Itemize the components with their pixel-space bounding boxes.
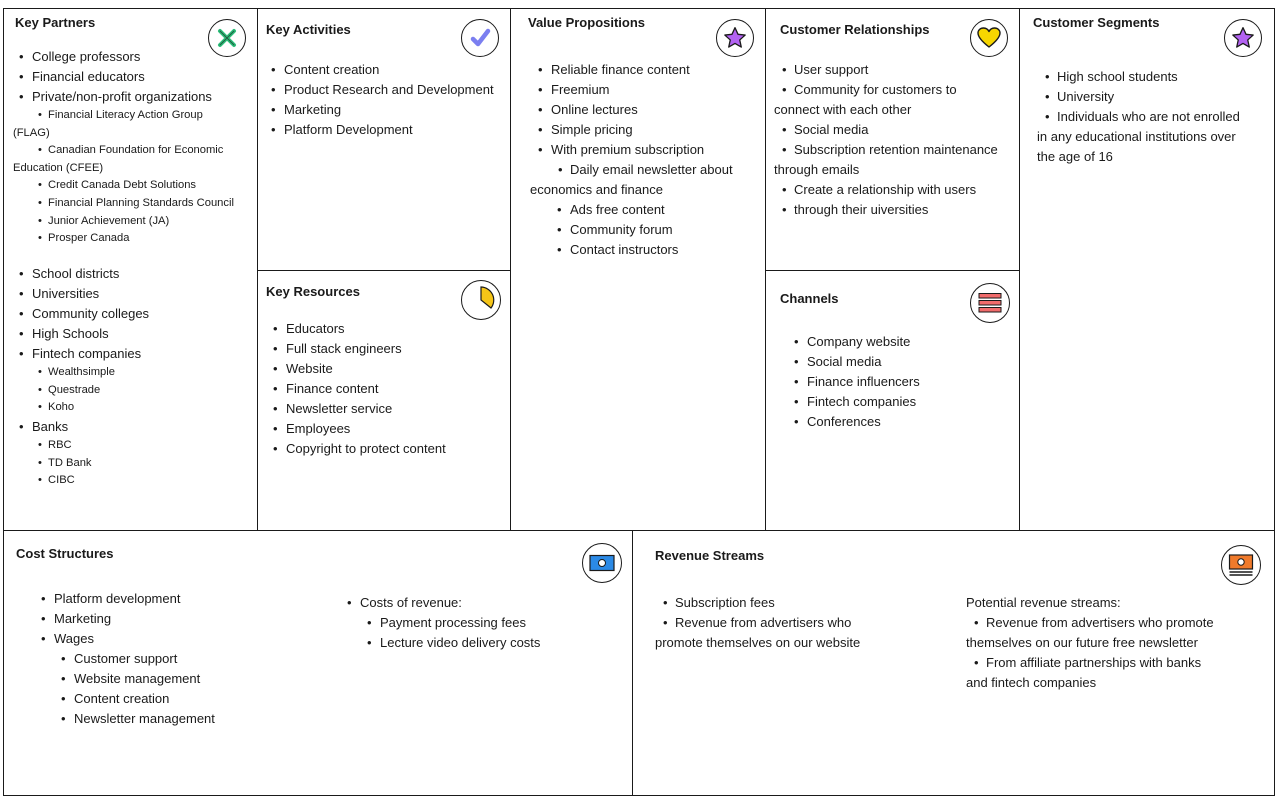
list-item: • Newsletter management	[61, 711, 215, 726]
list-item: • Product Research and Development	[271, 82, 494, 97]
list-item: • Community colleges	[19, 306, 150, 321]
list-item: • From affiliate partnerships with banks	[974, 655, 1202, 670]
list-item: • Website	[273, 361, 333, 376]
revenue-costs-list	[367, 613, 620, 653]
key-activities-list	[271, 60, 509, 140]
value-propositions-block	[510, 8, 767, 532]
list-item: • College professors	[19, 49, 141, 64]
list-item: • Community for customers to	[782, 82, 957, 97]
cash-register-icon	[1221, 545, 1261, 585]
channels-title: Channels	[780, 291, 839, 306]
list-item: • CIBC	[38, 474, 75, 487]
list-item-continued: Education (CFEE)	[13, 161, 104, 174]
customer-segments-title: Customer Segments	[1033, 15, 1160, 30]
list-item: • Questrade	[38, 383, 101, 396]
list-item-continued: connect with each other	[774, 102, 912, 117]
list-item: • Fintech companies	[19, 346, 142, 361]
list-item-continued: in any educational institutions over	[1037, 129, 1236, 144]
list-item: • Wages	[41, 631, 94, 646]
key-partners-orgs	[13, 107, 258, 248]
list-item-continued: (FLAG)	[13, 126, 50, 139]
list-item-continued: and fintech companies	[966, 675, 1097, 690]
list-item: • School districts	[19, 266, 120, 281]
list-item: • Online lectures	[538, 102, 638, 117]
list-item: • Payment processing fees	[367, 615, 526, 630]
banks-label-line	[19, 417, 69, 437]
list-item: • Freemium	[538, 82, 610, 97]
list-item: • Subscription fees	[663, 595, 775, 610]
list-item: • Ads free content	[557, 202, 665, 217]
star-icon	[716, 19, 754, 57]
list-item-continued: through emails	[774, 162, 860, 177]
list-item: • Revenue from advertisers who promote	[974, 615, 1214, 630]
list-item: • Subscription retention maintenance	[782, 142, 998, 157]
key-resources-block	[257, 270, 512, 532]
list-item: • Website management	[61, 671, 201, 686]
list-item: • Individuals who are not enrolled	[1045, 109, 1240, 124]
list-item: • Universities	[19, 286, 100, 301]
list-item: • Marketing	[271, 102, 342, 117]
cost-structures-title: Cost Structures	[16, 546, 114, 561]
key-partners-list	[19, 47, 257, 107]
list-item: • Junior Achievement (JA)	[38, 214, 170, 227]
list-item: • Marketing	[41, 611, 112, 626]
revenue-streams-title: Revenue Streams	[655, 548, 765, 563]
list-item: • Customer support	[61, 651, 178, 666]
premium-newsletter-item: • Daily email newsletter about economics and finance	[530, 162, 733, 197]
list-item: • High school students	[1045, 69, 1178, 84]
list-item: • Prosper Canada	[38, 232, 130, 245]
list-item: • University	[1045, 89, 1115, 104]
fintech-list	[38, 364, 115, 417]
list-item: • Content creation	[61, 691, 170, 706]
list-item: • Koho	[38, 401, 75, 414]
list-item: • Copyright to protect content	[273, 441, 446, 456]
list-item: • Create a relationship with users	[782, 182, 977, 197]
potential-revenue-streams	[966, 593, 1266, 693]
list-item: • Revenue from advertisers who	[663, 615, 852, 630]
list-item: • Simple pricing	[538, 122, 633, 137]
list-item-continued: promote themselves on our website	[655, 635, 861, 650]
customer-segments-list	[1037, 67, 1273, 167]
list-item: • Fintech companies	[794, 394, 917, 409]
key-partners-list-b	[19, 264, 257, 364]
value-propositions-title: Value Propositions	[528, 15, 646, 30]
money-icon	[582, 543, 622, 583]
list-item: • Financial Planning Standards Council	[38, 196, 234, 209]
potential-revenue-label: Potential revenue streams:	[966, 595, 1121, 610]
list-item: • Community forum	[557, 222, 673, 237]
checkmark-icon	[461, 19, 499, 57]
list-item: • Employees	[273, 421, 351, 436]
list-item: • Finance content	[273, 381, 379, 396]
heart-icon	[970, 19, 1008, 57]
wages-list	[61, 649, 294, 729]
list-item: • Costs of revenue:	[347, 595, 462, 610]
list-item: • Financial educators	[19, 69, 145, 84]
list-item-continued: themselves on our future free newsletter	[966, 635, 1198, 650]
pie-icon	[461, 280, 501, 320]
cost-structures-block	[3, 530, 634, 796]
key-partners-title: Key Partners	[15, 15, 96, 30]
revenue-streams-block	[632, 530, 1275, 796]
list-item: • Credit Canada Debt Solutions	[38, 179, 197, 192]
list-item: • Private/non-profit organizations	[19, 89, 212, 104]
key-partners-block	[3, 8, 258, 532]
list-item-continued: the age of 16	[1037, 149, 1113, 164]
list-item: • Wealthsimple	[38, 366, 115, 378]
key-resources-list	[273, 319, 506, 459]
key-activities-block	[257, 8, 512, 272]
list-item: • Social media	[782, 122, 869, 137]
premium-list	[557, 200, 760, 260]
customer-relationships-title: Customer Relationships	[780, 22, 930, 37]
list-item: • Conferences	[794, 414, 881, 429]
list-item: • Reliable finance content	[538, 62, 690, 77]
revenue-streams-list	[655, 593, 935, 653]
list-item: • Banks	[19, 419, 69, 434]
list-item: • Newsletter service	[273, 401, 393, 416]
menu-icon	[970, 283, 1010, 323]
banks-list	[38, 437, 92, 490]
list-item: • Platform Development	[271, 122, 413, 137]
list-item: • TD Bank	[38, 456, 92, 469]
customer-segments-block	[1019, 8, 1275, 532]
customer-relationships-block	[765, 8, 1021, 272]
key-activities-title: Key Activities	[266, 22, 351, 37]
list-item: • Canadian Foundation for Economic	[38, 144, 224, 157]
list-item: • Platform development	[41, 591, 181, 606]
star-icon	[1224, 19, 1262, 57]
channels-list	[794, 332, 1017, 432]
list-item: • Financial Literacy Action Group	[38, 109, 203, 121]
revenue-costs-label-line	[347, 593, 610, 613]
list-item: • Educators	[273, 321, 345, 336]
list-item: • High Schools	[19, 326, 109, 341]
list-item: • User support	[782, 62, 869, 77]
key-resources-title: Key Resources	[266, 284, 360, 299]
list-item: • With premium subscription	[538, 142, 705, 157]
list-item: • through their uiversities	[782, 202, 929, 217]
cost-structures-list	[41, 589, 294, 649]
list-item: • RBC	[38, 439, 72, 451]
list-item: • Social media	[794, 354, 882, 369]
list-item: • Finance influencers	[794, 374, 920, 389]
list-item: • Full stack engineers	[273, 341, 402, 356]
list-item: • Contact instructors	[557, 242, 679, 257]
list-item: • Company website	[794, 334, 911, 349]
customer-relationships-list	[774, 60, 1020, 220]
channels-block	[765, 270, 1021, 532]
list-item: • Lecture video delivery costs	[367, 635, 541, 650]
value-propositions-list	[538, 60, 761, 160]
list-item: • Content creation	[271, 62, 380, 77]
